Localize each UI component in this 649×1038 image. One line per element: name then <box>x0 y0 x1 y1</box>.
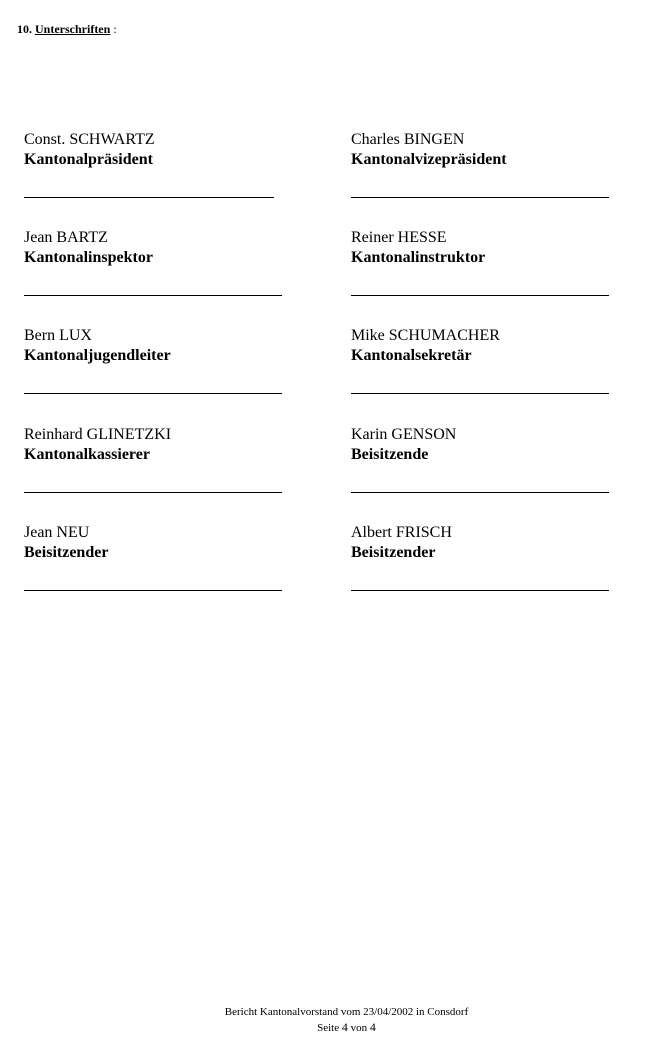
footer-page-total: 4 <box>369 1020 376 1034</box>
signature-block-assessor-1 <box>351 425 611 465</box>
signature-block-assessor-3 <box>351 523 611 563</box>
section-number: 10. <box>17 22 32 36</box>
section-heading <box>17 22 117 36</box>
footer-page-word: Seite <box>317 1022 340 1034</box>
footer-page-of: von <box>350 1022 368 1034</box>
signature-line <box>351 295 609 296</box>
signatory-role: Kantonalvizepräsident <box>351 151 507 168</box>
signatory-role: Beisitzende <box>351 446 429 463</box>
signature-block-president <box>24 130 284 170</box>
signature-line <box>24 393 282 394</box>
signature-block-treasurer <box>24 425 284 465</box>
signature-block-secretary <box>351 326 611 366</box>
signatory-name: Const. SCHWARTZ <box>24 131 155 148</box>
footer-page-current: 4 <box>341 1020 348 1034</box>
signature-block-vice-president <box>351 130 611 170</box>
signature-line <box>351 393 609 394</box>
signatory-role: Kantonalsekretär <box>351 347 472 364</box>
signatory-role: Kantonalpräsident <box>24 151 153 168</box>
signatory-role: Kantonalinspektor <box>24 249 153 266</box>
signatory-role: Kantonalinstruktor <box>351 249 486 266</box>
page-footer <box>0 1005 649 1036</box>
signature-line <box>24 295 282 296</box>
signature-line <box>351 590 609 591</box>
signatory-name: Mike SCHUMACHER <box>351 327 500 344</box>
signature-line <box>24 197 274 198</box>
signature-line <box>351 197 609 198</box>
signatory-role: Beisitzender <box>24 544 109 561</box>
signature-block-instructor <box>351 228 611 268</box>
signatory-role: Beisitzender <box>351 544 436 561</box>
signature-line <box>351 492 609 493</box>
signature-line <box>24 492 282 493</box>
signatory-name: Karin GENSON <box>351 426 457 443</box>
signatory-name: Albert FRISCH <box>351 524 452 541</box>
signatory-name: Jean NEU <box>24 524 90 541</box>
signatory-name: Bern LUX <box>24 327 92 344</box>
signatory-name: Jean BARTZ <box>24 229 108 246</box>
signatory-name: Reiner HESSE <box>351 229 447 246</box>
signature-block-inspector <box>24 228 284 268</box>
signatory-name: Charles BINGEN <box>351 131 465 148</box>
signatory-name: Reinhard GLINETZKI <box>24 426 172 443</box>
signature-block-assessor-2 <box>24 523 284 563</box>
section-title: Unterschriften <box>35 22 111 36</box>
signatory-role: Kantonalkassierer <box>24 446 150 463</box>
signatory-role: Kantonaljugendleiter <box>24 347 171 364</box>
signature-line <box>24 590 282 591</box>
footer-page-number <box>0 1020 649 1036</box>
footer-report-title: Bericht Kantonalvorstand vom 23/04/2002 in Consdorf <box>224 1006 469 1018</box>
signature-block-youth-leader <box>24 326 284 366</box>
section-title-colon: : <box>113 22 117 36</box>
